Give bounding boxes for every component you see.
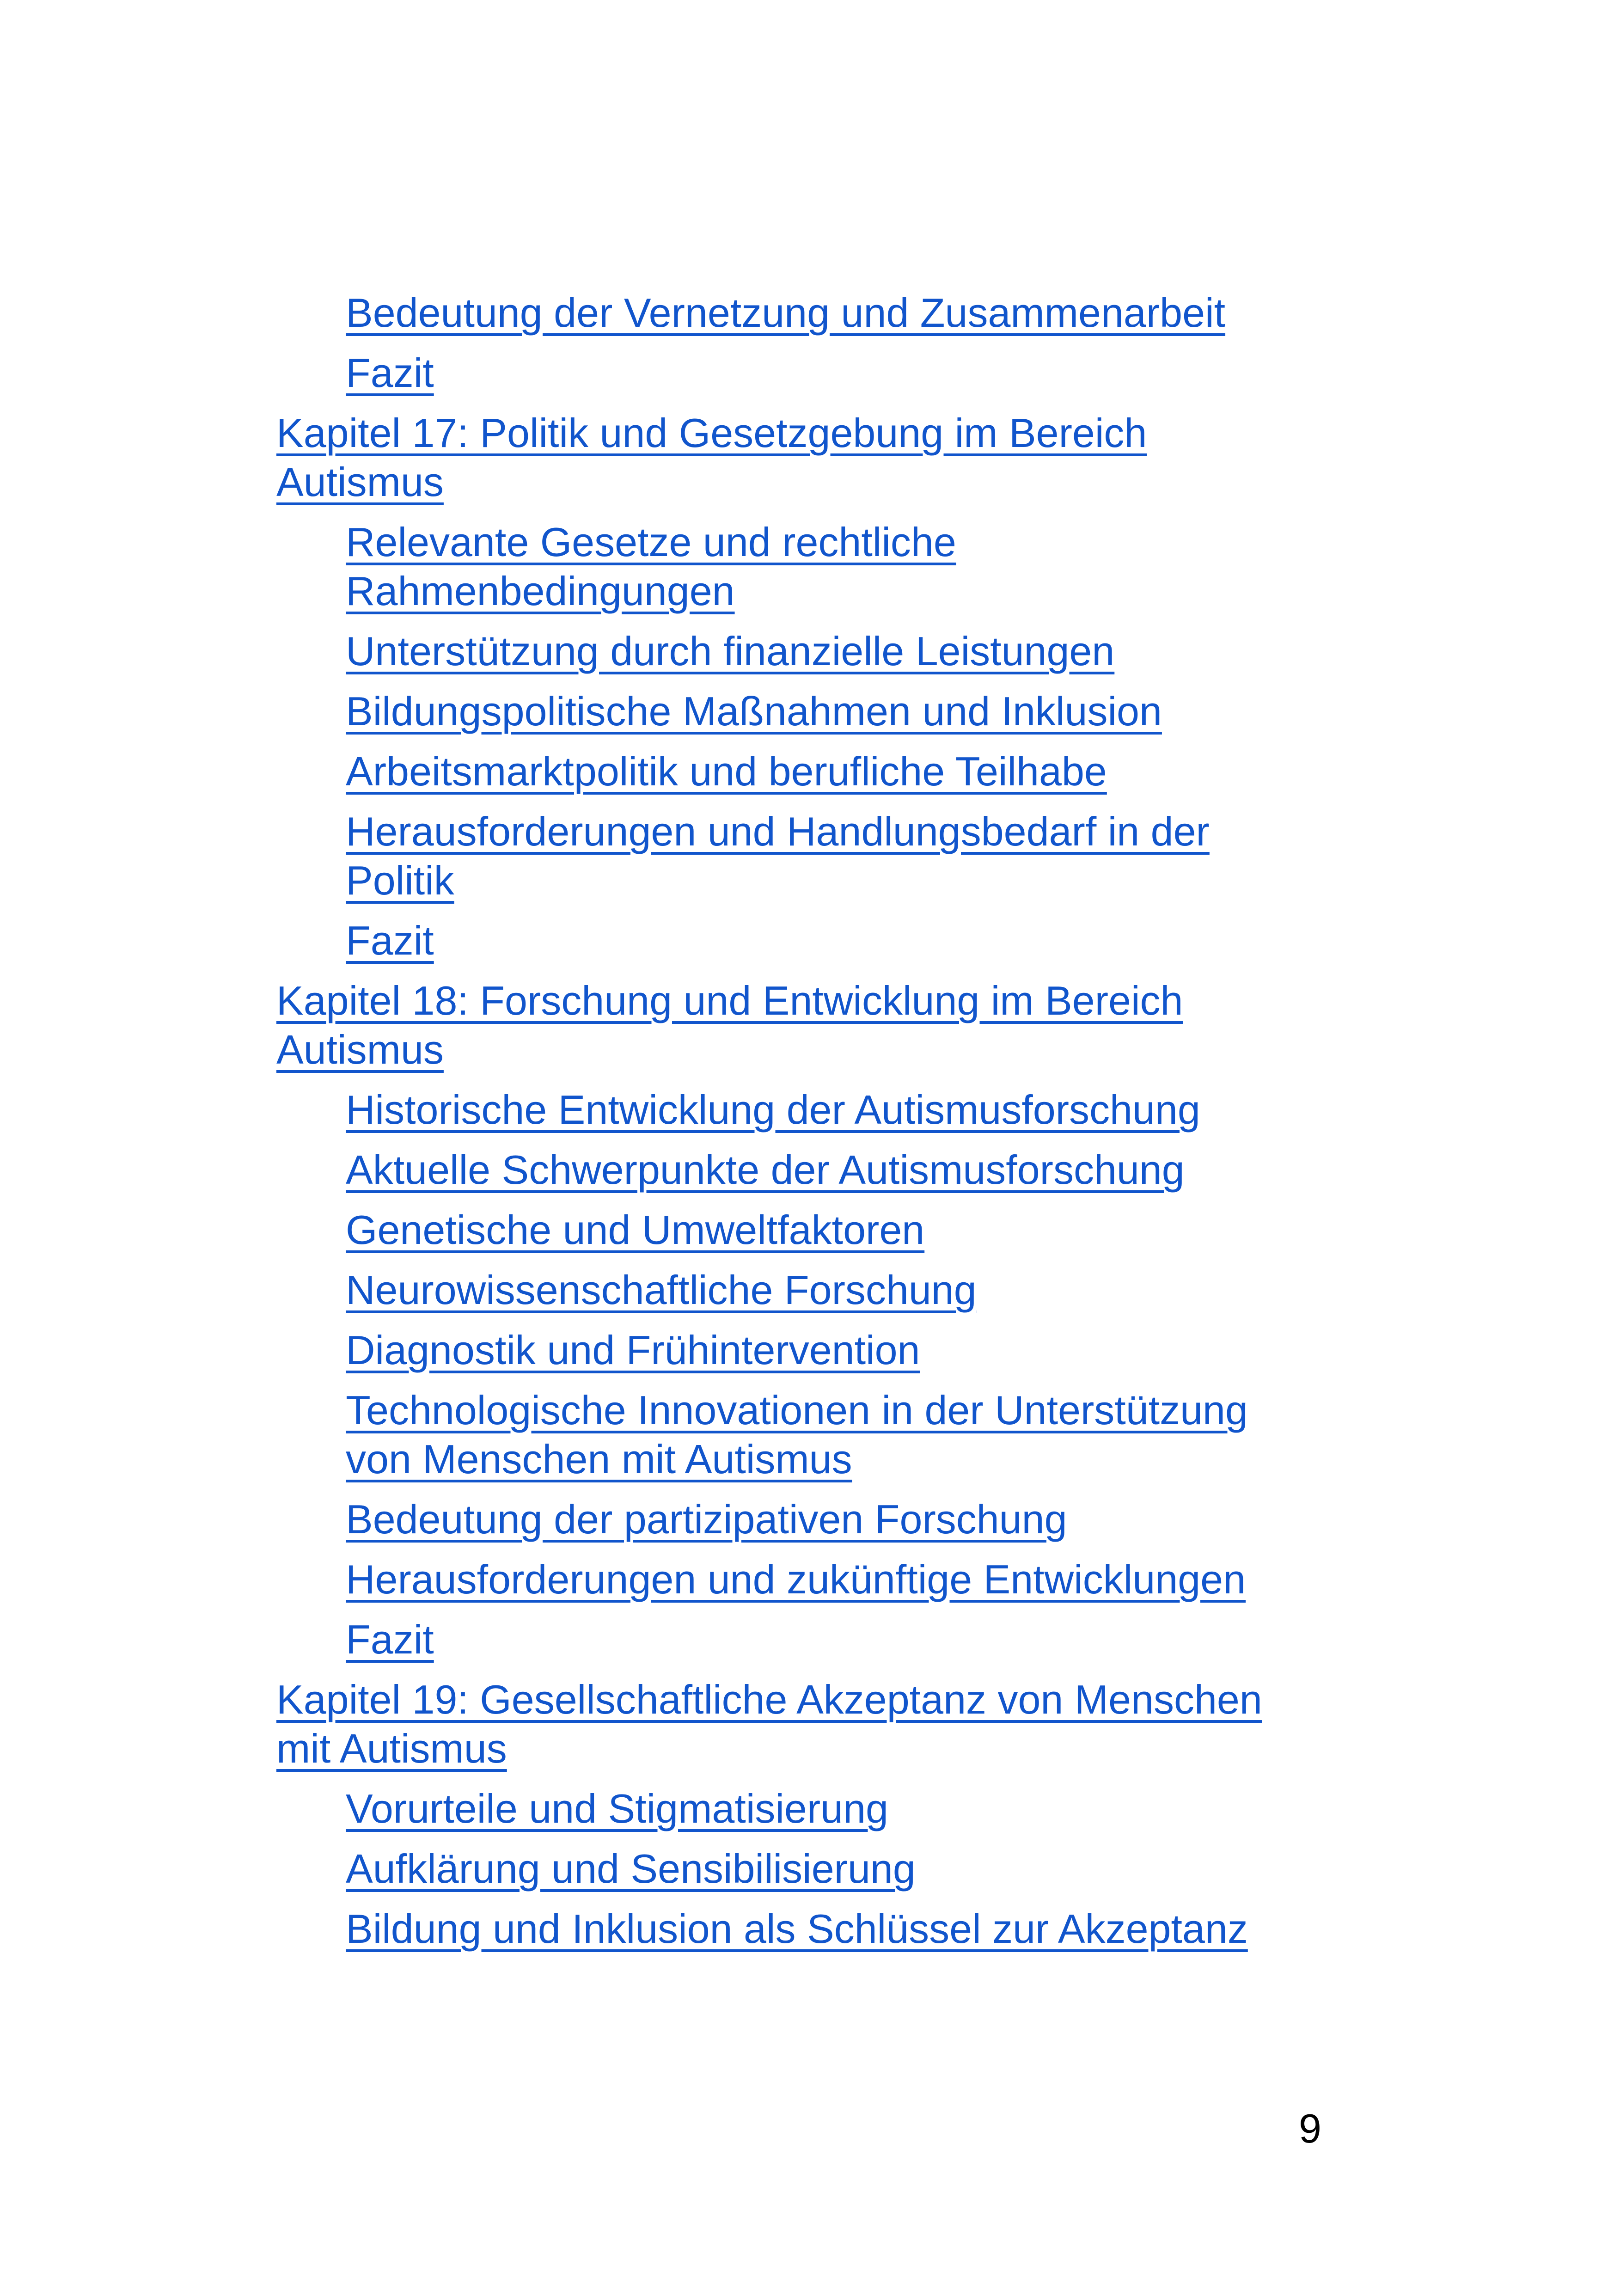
toc-entry[interactable]: Arbeitsmarktpolitik und berufliche Teilhabe (346, 748, 1107, 794)
toc-entry[interactable]: Aktuelle Schwerpunkte der Autismusforschung (346, 1147, 1185, 1193)
toc-entry[interactable]: Technologische Innovationen in der Unterstützung (346, 1387, 1248, 1433)
toc-entry[interactable]: Neurowissenschaftliche Forschung (346, 1267, 977, 1313)
toc-entry[interactable]: Bedeutung der Vernetzung und Zusammenarbeit (346, 290, 1226, 336)
toc-entry[interactable]: Diagnostik und Frühintervention (346, 1327, 920, 1373)
page-number: 9 (1299, 2106, 1321, 2151)
toc-entry[interactable]: von Menschen mit Autismus (346, 1436, 852, 1482)
toc-entry[interactable]: Bildung und Inklusion als Schlüssel zur Akzeptanz (346, 1906, 1248, 1952)
toc-entry[interactable]: Historische Entwicklung der Autismusforschung (346, 1087, 1200, 1133)
toc-chapter-entry[interactable]: Kapitel 17: Politik und Gesetzgebung im Bereich (276, 410, 1147, 456)
toc-entry[interactable]: Politik (346, 857, 454, 903)
toc-entry[interactable]: Genetische und Umweltfaktoren (346, 1207, 925, 1253)
toc-entry[interactable]: Fazit (346, 350, 434, 396)
toc-chapter-entry[interactable]: Autismus (276, 1027, 444, 1072)
toc-entry[interactable]: Fazit (346, 1616, 434, 1662)
toc-entry[interactable]: Relevante Gesetze und rechtliche (346, 519, 956, 565)
toc-entry[interactable]: Aufklärung und Sensibilisierung (346, 1846, 916, 1892)
toc-entry[interactable]: Rahmenbedingungen (346, 568, 735, 614)
toc-entry[interactable]: Bedeutung der partizipativen Forschung (346, 1496, 1067, 1542)
toc-chapter-entry[interactable]: Kapitel 18: Forschung und Entwicklung im Bereich (276, 978, 1183, 1023)
toc-chapter-entry[interactable]: Kapitel 19: Gesellschaftliche Akzeptanz von Menschen (276, 1677, 1262, 1722)
toc-entry[interactable]: Vorurteile und Stigmatisierung (346, 1786, 888, 1831)
toc-entry[interactable]: Bildungspolitische Maßnahmen und Inklusion (346, 688, 1162, 734)
toc-entry[interactable]: Unterstützung durch finanzielle Leistungen (346, 628, 1115, 674)
toc-chapter-entry[interactable]: mit Autismus (276, 1726, 507, 1771)
toc-entry[interactable]: Herausforderungen und zukünftige Entwicklungen (346, 1556, 1246, 1602)
toc-entry[interactable]: Fazit (346, 918, 434, 963)
toc-entry[interactable]: Herausforderungen und Handlungsbedarf in der (346, 808, 1210, 854)
toc-chapter-entry[interactable]: Autismus (276, 459, 444, 505)
